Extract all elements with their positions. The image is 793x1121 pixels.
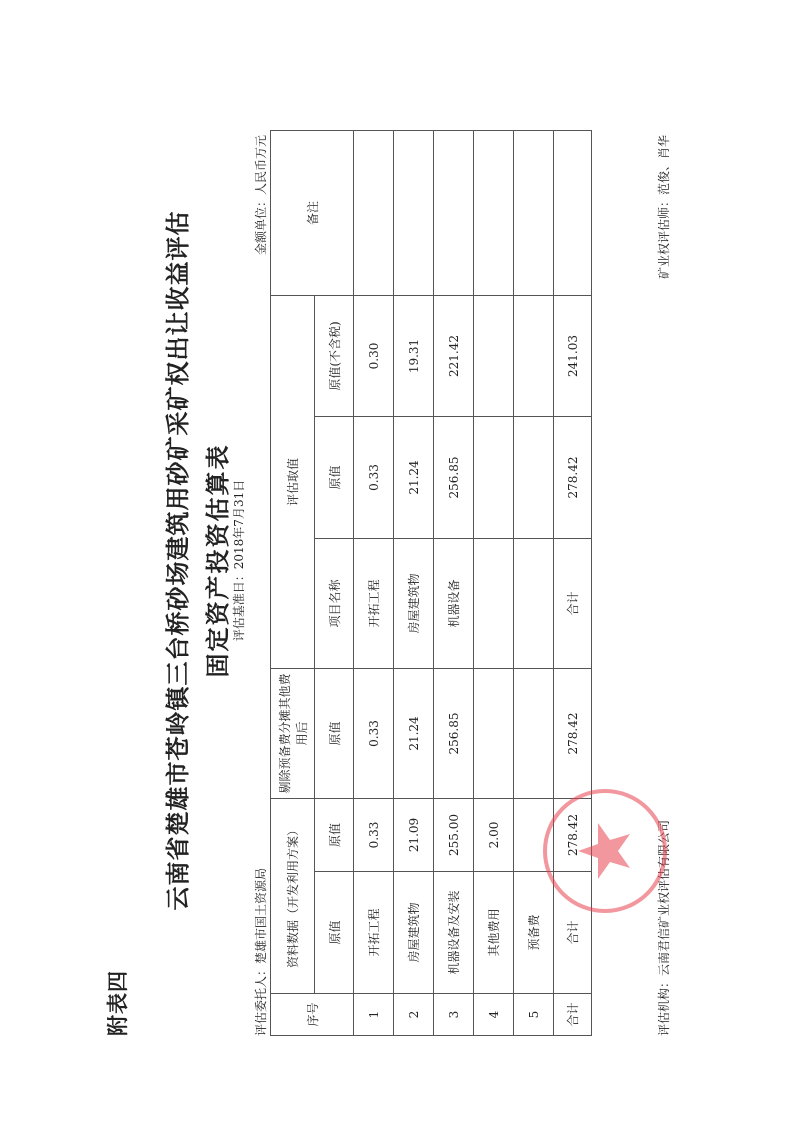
- row-seq: 5: [514, 994, 554, 1036]
- row-source-value: 21.09: [394, 798, 434, 871]
- row-source-name: 预备费: [514, 872, 554, 994]
- row-item-name: [514, 538, 554, 668]
- row-seq: 3: [434, 994, 474, 1036]
- row-deducted-value: 0.33: [354, 668, 394, 798]
- header-remark: 备注: [271, 130, 354, 295]
- header-deducted: 剔除预备费分摊其他费用后: [271, 668, 315, 798]
- row-net-value: 19.31: [394, 295, 434, 416]
- table-row: [354, 130, 394, 1035]
- row-deducted-value: [514, 668, 554, 798]
- row-net-value: [474, 295, 514, 416]
- total-seq: 合计: [554, 994, 592, 1036]
- header-eval-value: 评估取值: [271, 295, 315, 668]
- row-source-value: 255.00: [434, 798, 474, 871]
- row-net-value: 221.42: [434, 295, 474, 416]
- row-item-name: 机器设备: [434, 538, 474, 668]
- row-remark: [514, 130, 554, 295]
- total-deducted-value: 278.42: [554, 668, 592, 798]
- client-label: 评估委托人：楚雄市国土资源局: [254, 867, 268, 1036]
- row-source-name: 开拓工程: [354, 872, 394, 994]
- amount-unit: 金额单位：人民币万元: [254, 135, 268, 256]
- subheader-original-value: 原值: [315, 416, 354, 538]
- subheader-item-name: 项目名称: [315, 538, 354, 668]
- header-seq: 序号: [271, 994, 354, 1036]
- row-remark: [434, 130, 474, 295]
- table-row: [394, 130, 434, 1035]
- subheader-source-name: 原值: [315, 872, 354, 994]
- row-source-value: 0.33: [354, 798, 394, 871]
- row-seq: 2: [394, 994, 434, 1036]
- valuation-organization: 评估机构：云南君信矿业权评估有限公司: [657, 819, 671, 1036]
- seal-star: [578, 823, 630, 879]
- row-original-value: 0.33: [354, 416, 394, 538]
- total-remark: [554, 130, 592, 295]
- row-deducted-value: 21.24: [394, 668, 434, 798]
- row-source-name: 机器设备及安装: [434, 872, 474, 994]
- subheader-source-value: 原值: [315, 798, 354, 871]
- row-original-value: 21.24: [394, 416, 434, 538]
- row-remark: [354, 130, 394, 295]
- total-original-value: 278.42: [554, 416, 592, 538]
- row-source-name: 房屋建筑物: [394, 872, 434, 994]
- row-item-name: [474, 538, 514, 668]
- table-row: [434, 130, 474, 1035]
- total-item-name: 合计: [554, 538, 592, 668]
- row-deducted-value: [474, 668, 514, 798]
- total-net-value: 241.03: [554, 295, 592, 416]
- row-item-name: 开拓工程: [354, 538, 394, 668]
- appendix-label: 附表四: [105, 970, 130, 1036]
- subheader-net-value: 原值(不含税): [315, 295, 354, 416]
- row-source-value: 2.00: [474, 798, 514, 871]
- total-source-name: 合计: [554, 872, 592, 994]
- row-net-value: 0.30: [354, 295, 394, 416]
- row-remark: [394, 130, 434, 295]
- appraisers: 矿业权评估师：范俊、肖华: [657, 135, 671, 280]
- total-source-value: 278.42: [554, 798, 592, 871]
- row-original-value: 256.85: [434, 416, 474, 538]
- row-source-name: 其他费用: [474, 872, 514, 994]
- row-original-value: [474, 416, 514, 538]
- row-original-value: [514, 416, 554, 538]
- table-row: [474, 130, 514, 1035]
- document-title: 云南省楚雄市苍岭镇三台桥砂场建筑用砂矿采矿权出让收益评估: [163, 210, 192, 911]
- row-item-name: 房屋建筑物: [394, 538, 434, 668]
- subheader-deducted-value: 原值: [315, 668, 354, 798]
- row-seq: 1: [354, 994, 394, 1036]
- header-source-data: 资料数据（开发利用方案）: [271, 798, 315, 993]
- row-net-value: [514, 295, 554, 416]
- row-deducted-value: 256.85: [434, 668, 474, 798]
- row-remark: [474, 130, 514, 295]
- document-subtitle: 固定资产投资估算表: [203, 443, 232, 678]
- valuation-base-date: 评估基准日：2018年7月31日: [232, 479, 246, 642]
- row-seq: 4: [474, 994, 514, 1036]
- company-seal-stamp: [540, 786, 670, 916]
